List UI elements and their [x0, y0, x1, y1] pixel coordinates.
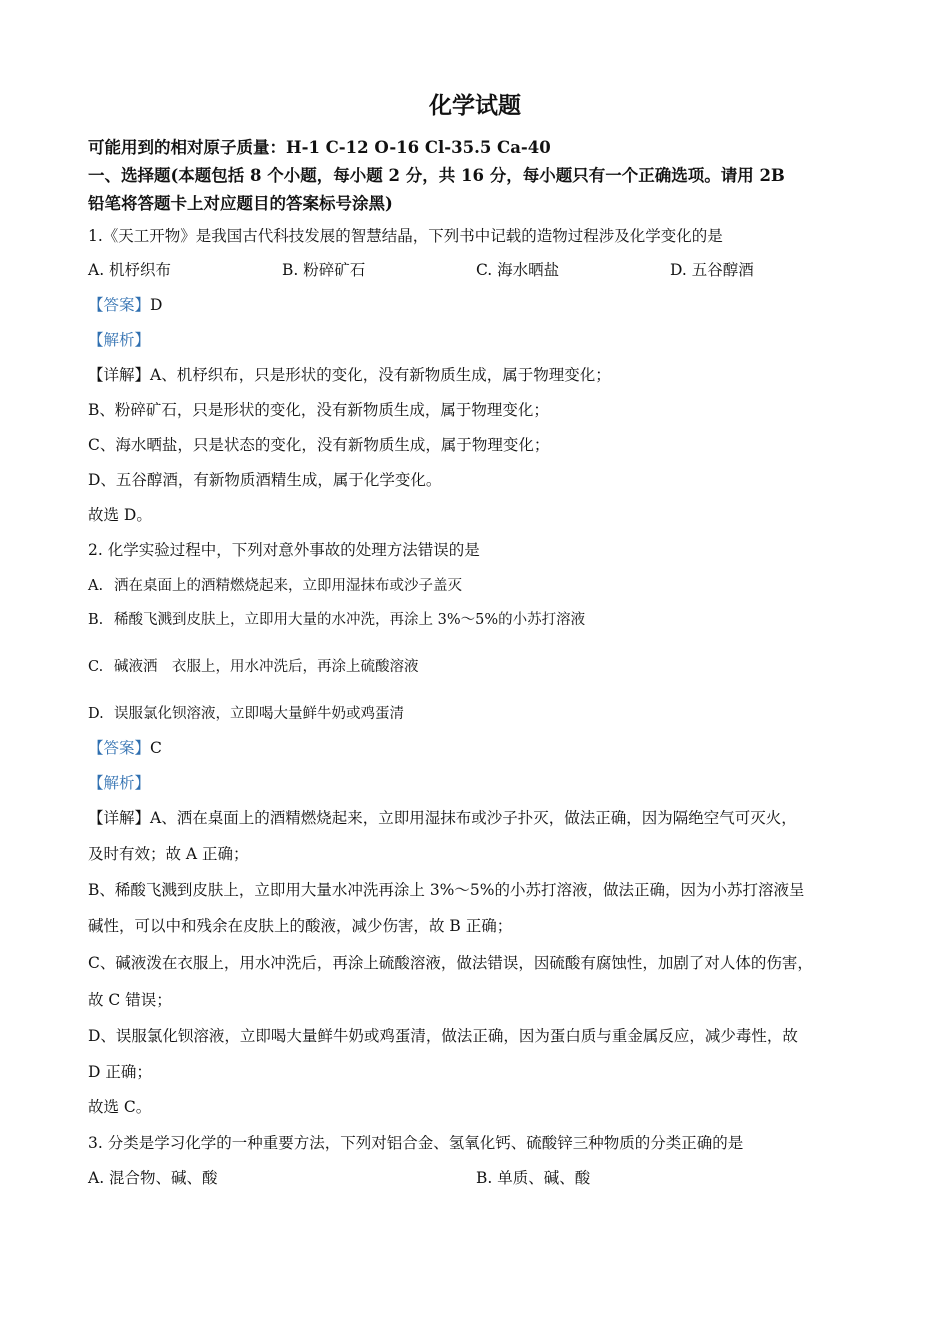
q2-option-d-text: 误服氯化钡溶液，立即喝大量鲜牛奶或鸡蛋清 — [114, 706, 404, 722]
q2-detail-a1-text: A、洒在桌面上的酒精燃烧起来，立即用湿抹布或沙子扑灭，做法正确，因为隔绝空气可灭火， — [150, 809, 797, 827]
section-heading-line2: 铅笔将答题卡上对应题目的答案标号涂黑) — [88, 194, 393, 213]
q2-option-d — [88, 704, 404, 724]
q2-answer-value: C — [150, 739, 162, 757]
q2-option-b-text: 稀酸飞溅到皮肤上，立即用大量的水冲洗，再涂上 3%～5%的小苏打溶液 — [114, 612, 586, 628]
q1-detail-a-text: A、机杼织布，只是形状的变化，没有新物质生成，属于物理变化； — [150, 366, 611, 384]
q3-option-b: B. 单质、碱、酸 — [476, 1169, 591, 1187]
q2-option-b-letter: B. — [88, 612, 104, 628]
q1-answer-value: D — [150, 296, 163, 314]
q2-answer — [88, 738, 162, 758]
q1-detail-a — [88, 365, 611, 385]
q1-option-a: A. 机杼织布 — [88, 261, 172, 279]
q2-option-a — [88, 576, 462, 596]
q2-option-a-text: 洒在桌面上的酒精燃烧起来，立即用湿抹布或沙子盖灭 — [114, 578, 462, 594]
q1-analysis-tag: 【解析】 — [88, 331, 151, 349]
detail-tag: 【详解】 — [88, 809, 151, 827]
q2-option-c-letter: C. — [88, 659, 104, 675]
q2-detail-d1: D、误服氯化钡溶液，立即喝大量鲜牛奶或鸡蛋清，做法正确，因为蛋白质与重金属反应，减少毒性，故 — [88, 1027, 798, 1045]
q2-option-a-letter: A. — [88, 578, 104, 594]
atomic-masses-line: 可能用到的相对原子质量：H-1 C-12 O-16 Cl-35.5 Ca-40 — [88, 138, 551, 157]
section-heading-line1: 一、选择题(本题包括 8 个小题，每小题 2 分，共 16 分，每小题只有一个正确选项。请用 2B — [88, 166, 785, 185]
q2-option-d-letter: D. — [88, 706, 104, 722]
q1-detail-b: B、粉碎矿石，只是形状的变化，没有新物质生成，属于物理变化； — [88, 401, 549, 419]
q2-detail-a1 — [88, 808, 797, 828]
q3-option-a: A. 混合物、碱、酸 — [88, 1169, 218, 1187]
q1-option-d: D. 五谷醇酒 — [670, 261, 754, 279]
q2-option-c — [88, 657, 419, 677]
q1-detail-d: D、五谷醇酒，有新物质酒精生成，属于化学变化。 — [88, 471, 442, 489]
q2-option-b — [88, 610, 585, 630]
detail-tag: 【详解】 — [88, 366, 151, 384]
q2-detail-c2: 故 C 错误； — [88, 991, 172, 1009]
q2-detail-b2: 碱性，可以中和残余在皮肤上的酸液，减少伤害，故 B 正确； — [88, 917, 513, 935]
q2-conclusion: 故选 C。 — [88, 1098, 152, 1116]
q1-option-b: B. 粉碎矿石 — [282, 261, 366, 279]
q2-detail-b1: B、稀酸飞溅到皮肤上，立即用大量水冲洗再涂上 3%～5%的小苏打溶液，做法正确，因为小苏打溶液呈 — [88, 881, 805, 899]
q1-stem: 1.《天工开物》是我国古代科技发展的智慧结晶，下列书中记载的造物过程涉及化学变化的是 — [88, 227, 723, 245]
answer-tag: 【答案】 — [88, 296, 151, 314]
q3-stem: 3. 分类是学习化学的一种重要方法，下列对铝合金、氢氧化钙、硫酸锌三种物质的分类正确的是 — [88, 1134, 744, 1152]
q2-analysis-tag: 【解析】 — [88, 774, 151, 792]
q2-option-c-text: 碱液洒 衣服上，用水冲洗后，再涂上硫酸溶液 — [114, 659, 419, 675]
q2-detail-d2: D 正确； — [88, 1063, 152, 1081]
q1-conclusion: 故选 D。 — [88, 506, 152, 524]
q1-option-c: C. 海水晒盐 — [476, 261, 560, 279]
answer-tag: 【答案】 — [88, 739, 151, 757]
q1-detail-c: C、海水晒盐，只是状态的变化，没有新物质生成，属于物理变化； — [88, 436, 550, 454]
q1-answer — [88, 295, 162, 315]
q2-detail-c1: C、碱液泼在衣服上，用水冲洗后，再涂上硫酸溶液，做法错误，因硫酸有腐蚀性，加剧了对人体的伤害， — [88, 954, 813, 972]
q2-stem: 2. 化学实验过程中，下列对意外事故的处理方法错误的是 — [88, 541, 480, 559]
q2-detail-a2: 及时有效；故 A 正确； — [88, 845, 249, 863]
page-title: 化学试题 — [429, 92, 521, 119]
